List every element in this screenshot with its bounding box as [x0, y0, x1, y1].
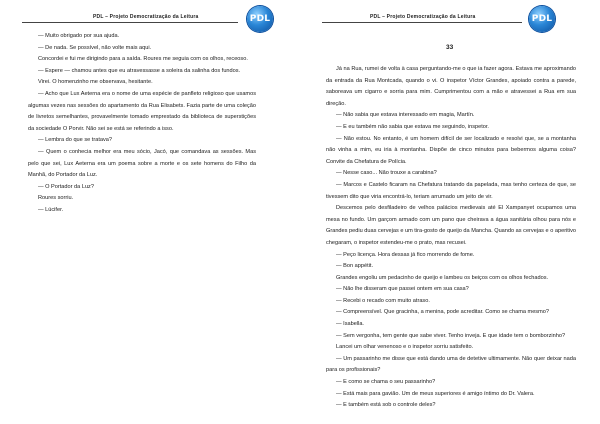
- paragraph: Roures sorriu.: [38, 195, 74, 202]
- paragraph: — Nesse caso... Não trouxe a carabina?: [336, 170, 437, 177]
- paragraph: — Não estou. No entanto, é um homem difícil de ser localizado e resolvi que, se a montanha não vinha a mim, eu iria à montanha. Dispõe de cinco minutos para bebermos alguma coisa? Convite da Chefatura de Polícia.: [326, 135, 576, 165]
- paragraph: — Muito obrigado por sua ajuda.: [38, 33, 120, 39]
- paragraph: Virei. O homenzinho me observava, hesitante.: [38, 79, 153, 86]
- right-body-text: [326, 64, 576, 412]
- paragraph: Lancei um olhar venenoso e o inspetor sorriu satisfeito.: [336, 344, 474, 351]
- paragraph: — Quem o conhecia melhor era meu sócio, Jacó, que comandava as sessões. Mas pelo que sei, Lux Aeterna era um poema sobre a morte e os sete homens do Filho da Manhã, do Portador da Luz.: [28, 148, 256, 179]
- paragraph: — Sem vergonha, tem gente que sabe viver. Tenho inveja. E que idade tem o bomborzinho?: [336, 332, 566, 339]
- paragraph: — Peço licença. Hora dessas já fico morrendo de fome.: [336, 251, 475, 258]
- paragraph: — Acho que Lux Aeterna era o nome de uma espécie de panfleto religioso que usamos algumas vezes nas sessões do apartamento da Rua Elisabets. Fazia parte de uma coleção de livretos semelhantes, provavelmente tomado emprestado da biblioteca de superstições da sociedade O Porvir. Não sei se está se referindo a isso.: [28, 90, 256, 132]
- header-rule: [22, 22, 238, 23]
- paragraph: Descemos pelo desfiladeiro de velhos palácios medievais até El Xampanyet ocupamos uma mesa no fundo. Um garçom armado com um pano que cheirava a água sanitária olhou para nós e Grandes pediu duas cervejas e um tira-gosto de queijo da Mancha. Quando as cervejas e o aperitivo chegaram, o inspetor estendeu-me o prato, mas recusei.: [326, 205, 577, 246]
- paragraph: — Marcos e Castelo ficaram na Chefatura tratando da papelada, mas tenho certeza de que, se tivessem dito que viria encontrá-lo, teriam arrumado um jeito de vir.: [326, 181, 576, 200]
- logo-text: PDL: [531, 14, 553, 24]
- paragraph: Já na Rua, rumei de volta à casa perguntando-me o que ia fazer agora. Estava me aproximando da entrada da Rua Montcada, quando o vi. O inspetor Víctor Grandes, apoiado contra a parede, saboreava um cigarro e sorria para mim. Cumprimentou com a mão e atravessei a Rua em sua direção.: [326, 66, 576, 107]
- paragraph: — Bon appétit.: [336, 263, 374, 270]
- paragraph: Concordei e fui me dirigindo para a saída. Roures me seguia com os olhos, receoso.: [38, 56, 248, 63]
- header-rule: [322, 22, 522, 23]
- paragraph: — Está mais para gavião. Um de meus superiores é amigo íntimo do Dr. Valera.: [336, 390, 535, 397]
- paragraph: — Compreensível. Que gracinha, a menina, pode acreditar. Como se chama mesmo?: [336, 309, 549, 316]
- right-page: [300, 0, 600, 424]
- paragraph: Grandes engoliu um pedacinho de queijo e lambeu os beiços com os olhos fechados.: [336, 274, 549, 281]
- paragraph: — E eu também não sabia que estava me seguindo, inspetor.: [336, 123, 489, 130]
- page-number: 33: [446, 44, 454, 51]
- paragraph: — Não lhe disseram que passei ontem em sua casa?: [336, 286, 469, 293]
- left-body-text: [28, 31, 256, 217]
- running-header: PDL – Projeto Democratização da Leitura: [370, 14, 476, 20]
- paragraph: — De nada. Se possível, não volte mais aqui.: [38, 44, 152, 51]
- running-header: PDL – Projeto Democratização da Leitura: [93, 14, 199, 20]
- paragraph: — E também está sob o controle deles?: [336, 402, 436, 409]
- paragraph: — Lúcifer.: [38, 206, 64, 213]
- paragraph: — O Portador da Luz?: [38, 183, 94, 190]
- pdl-logo-icon: [247, 6, 273, 32]
- pdl-logo-icon: [529, 6, 555, 32]
- paragraph: — Isabella.: [336, 321, 364, 328]
- paragraph: — Espere — chamou antes que eu atravessasse a soleira da salinha dos fundos.: [38, 67, 241, 74]
- logo-text: PDL: [249, 14, 271, 24]
- paragraph: — Recebi o recado com muito atraso.: [336, 297, 430, 304]
- paragraph: — Um passarinho me disse que está dando uma de detetive ultimamente. Não quer deixar nada para os profissionais?: [326, 355, 576, 374]
- paragraph: — Não sabia que estava interessado em magia, Martín.: [336, 112, 475, 119]
- paragraph: — E como se chama o seu passarinho?: [336, 379, 436, 386]
- paragraph: — Lembra do que se tratava?: [38, 137, 113, 144]
